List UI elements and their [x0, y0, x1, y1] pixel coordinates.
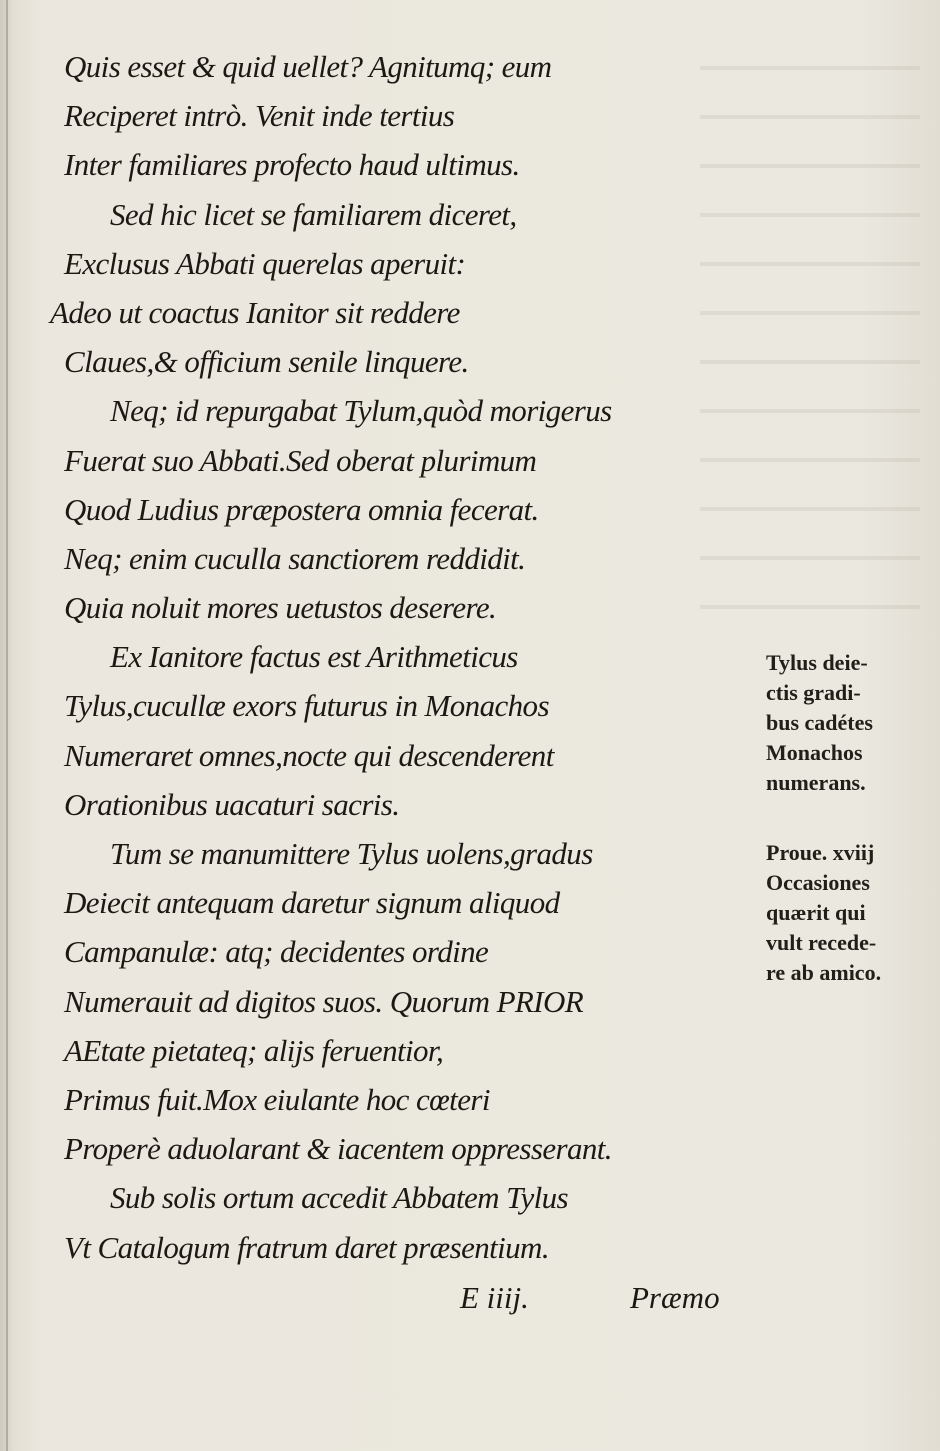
margin-note: Tylus deie- ctis gradi- bus cadétes Monachos numerans.	[766, 650, 873, 795]
signature-mark: E iiij.	[460, 1280, 529, 1315]
margin-note: Proue. xviij Occasiones quærit qui vult recede- re ab amico.	[766, 840, 882, 985]
verse-line: Claues,& officium senile linquere.	[64, 344, 469, 380]
verse-line: Reciperet intrò. Venit inde tertius	[64, 98, 455, 134]
catchword: Præmo	[630, 1280, 720, 1315]
verse-line: Fuerat suo Abbati.Sed oberat plurimum	[64, 442, 537, 478]
verse-line: Vt Catalogum fratrum daret præsentium.	[64, 1229, 549, 1265]
verse-line: Inter familiares profecto haud ultimus.	[64, 147, 520, 183]
verse-line: Quis esset & quid uellet? Agnitumq; eum	[64, 49, 552, 84]
verse-line: Exclusus Abbati querelas aperuit:	[64, 245, 466, 281]
verse-line: Properè aduolarant & iacentem oppresserant.	[64, 1131, 612, 1167]
verse-line: Tylus,cucullæ exors futurus in Monachos	[64, 688, 549, 724]
verse-block	[50, 42, 754, 1272]
verse-line: Adeo ut coactus Ianitor sit reddere	[50, 294, 460, 330]
verse-line: Tum se manumittere Tylus uolens,gradus	[110, 836, 593, 871]
verse-line: Neq; id repurgabat Tylum,quòd morigerus	[110, 393, 612, 429]
verse-line: Quia noluit mores uetustos deserere.	[64, 590, 497, 626]
verse-line: Quod Ludius præpostera omnia fecerat.	[64, 491, 539, 527]
verse-line: Numerauit ad digitos suos. Quorum PRIOR	[64, 983, 584, 1019]
page-footer	[460, 1280, 760, 1316]
verse-line: AEtate pietateq; alijs feruentior,	[64, 1032, 444, 1068]
page-gutter	[6, 0, 8, 1451]
verse-line: Orationibus uacaturi sacris.	[64, 786, 400, 822]
verse-line: Numeraret omnes,nocte qui descenderent	[64, 737, 554, 773]
verse-line: Sed hic licet se familiarem diceret,	[110, 196, 517, 232]
verse-line: Campanulæ: atq; decidentes ordine	[64, 934, 489, 970]
verse-line: Deiecit antequam daretur signum aliquod	[64, 885, 560, 921]
verse-line: Ex Ianitore factus est Arithmeticus	[110, 639, 518, 675]
verse-line: Primus fuit.Mox eiulante hoc cœteri	[64, 1081, 490, 1117]
verse-line: Sub solis ortum accedit Abbatem Tylus	[110, 1180, 568, 1216]
verse-line: Neq; enim cuculla sanctiorem reddidit.	[64, 540, 526, 576]
